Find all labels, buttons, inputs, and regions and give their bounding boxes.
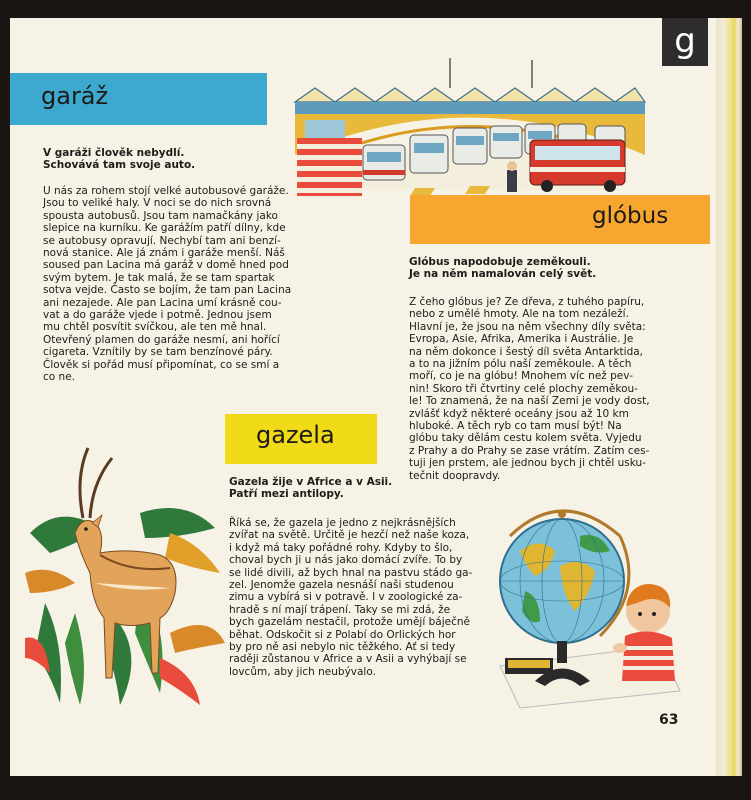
text-line: se autobusy opravují. Nechybí tam ani benzí- bbox=[43, 234, 281, 247]
text-line: Jsou to veliké haly. V noci se do nich srovná bbox=[43, 197, 272, 210]
text-line: sotva vejde. Často se bojím, že tam pan Lacina bbox=[43, 284, 292, 297]
text-line: svým bytem. Je tak malá, že se tam spartak bbox=[43, 271, 275, 284]
text-line: zvířat na světě. Určitě je hezčí než naše koza, bbox=[229, 529, 470, 542]
text-line: soused pan Lacina má garáž v domě hned pod bbox=[43, 259, 289, 272]
text-line: na něm dokonce i šestý díl světa Antarktida, bbox=[409, 345, 644, 358]
text-line: by pro ně asi nebylo nic těžkého. Ať si tedy bbox=[229, 641, 456, 654]
globus-heading: glóbus bbox=[592, 203, 669, 229]
text-line: tečnit doopravdy. bbox=[409, 469, 501, 482]
text-line: z Prahy a do Prahy se zase vrátím. Zatím ces- bbox=[409, 444, 650, 457]
text-line: slepice na kurníku. Ke garážím patří dílny, kde bbox=[43, 222, 286, 235]
text-line: hradě s ní mají trápení. Taky se mi zdá, že bbox=[229, 603, 451, 616]
text-line: moří, co je na glóbu! Mnohem víc než pev- bbox=[409, 370, 633, 383]
gazela-lead-line: Patří mezi antilopy. bbox=[229, 488, 344, 501]
text-line: cigareta. Vznítily by se tam benzínové páry. bbox=[43, 346, 273, 359]
text-line: tuji jen prstem, ale jednou bych ji chtěl usku- bbox=[409, 457, 646, 470]
garaz-heading: garáž bbox=[41, 82, 109, 110]
text-line: i když má taky pořádné rohy. Kdyby to šlo, bbox=[229, 541, 453, 554]
gazela-heading-banner bbox=[225, 414, 377, 464]
book-page bbox=[10, 18, 716, 776]
text-line: spousta autobusů. Jsou tam namačkány jako bbox=[43, 209, 278, 222]
text-line: nebo z umělé hmoty. Ale na tom nezáleží. bbox=[409, 308, 629, 321]
text-line: raději zůstanou v Africe a v Asii a vyhýbají se bbox=[229, 653, 467, 666]
book-page-edges bbox=[716, 18, 742, 776]
text-line: le! To znamená, že na naší Zemi je vody dost, bbox=[409, 395, 650, 408]
text-line: ani nezajede. Ale pan Lacina umí krásně cou- bbox=[43, 296, 282, 309]
page-number: 63 bbox=[659, 712, 679, 728]
text-line: U nás za rohem stojí velké autobusové garáže. bbox=[43, 185, 289, 197]
text-line: Otevřený plamen do garáže nesmí, ani hořící bbox=[43, 333, 280, 346]
text-line: lovcům, aby jich neubývalo. bbox=[229, 665, 376, 678]
garaz-lead bbox=[43, 147, 273, 172]
globus-lead-line: Je na něm namalován celý svět. bbox=[409, 268, 597, 281]
text-line: hluboké. A těch ryb co tam musí být! Na bbox=[409, 420, 622, 433]
text-line: nin! Skoro tři čtvrtiny celé plochy zeměkou- bbox=[409, 382, 638, 395]
text-line: glóbu taky dělám cestu kolem světa. Vyjedu bbox=[409, 432, 642, 445]
garaz-heading-banner bbox=[10, 73, 267, 125]
text-line: Evropa, Asie, Afrika, Amerika i Austrálie. Je bbox=[409, 333, 634, 346]
globe-and-child-illustration bbox=[480, 496, 685, 711]
gazela-lead bbox=[229, 476, 459, 501]
text-line: mu chtěl posvítit svíčkou, ale ten mě hnal. bbox=[43, 321, 267, 334]
gazela-lead-line: Gazela žije v Africe a v Asii. bbox=[229, 476, 393, 488]
globus-heading-banner bbox=[410, 195, 710, 244]
text-line: zvlášť když některé oceány jsou až 10 km bbox=[409, 407, 629, 420]
garaz-lead-line: Schovává tam svoje auto. bbox=[43, 159, 196, 172]
globus-body bbox=[409, 296, 674, 482]
text-line: bych gazelám nestačil, protože umějí báječně bbox=[229, 616, 470, 629]
text-line: se lidé divili, až bych hnal na pastvu stádo ga- bbox=[229, 566, 473, 579]
text-line: a to na jižním pólu naší zeměkoule. A těch bbox=[409, 358, 632, 371]
section-letter-tab: g bbox=[662, 18, 708, 66]
text-line: Člověk si pořád musí připomínat, co se smí a bbox=[43, 358, 280, 371]
text-line: choval bych ji u nás jako domácí zvíře. To by bbox=[229, 554, 463, 567]
text-line: zimu a vybírá si v potravě. I v zoologické za- bbox=[229, 591, 463, 604]
gazela-body bbox=[229, 517, 497, 678]
text-line: co ne. bbox=[43, 371, 75, 384]
gazelle-illustration bbox=[20, 443, 225, 713]
text-line: Hlavní je, že jsou na něm všechny díly světa: bbox=[409, 320, 646, 333]
bus-garage-illustration bbox=[275, 40, 650, 205]
globus-lead-line: Glóbus napodobuje zeměkouli. bbox=[409, 256, 591, 268]
text-line: nová stanice. Ale já znám i garáže menší. Náš bbox=[43, 247, 285, 260]
garaz-lead-line: V garáži člověk nebydlí. bbox=[43, 147, 185, 159]
text-line: Říká se, že gazela je jedno z nejkrásnějších bbox=[229, 517, 456, 529]
text-line: Z čeho glóbus je? Ze dřeva, z tuhého papíru, bbox=[409, 296, 645, 308]
text-line: zel. Jenomže gazela nesnáší naši studenou bbox=[229, 579, 454, 592]
garaz-body bbox=[43, 185, 295, 384]
text-line: vat a do garáže vjede i potmě. Jednou jsem bbox=[43, 309, 272, 322]
globus-lead bbox=[409, 256, 669, 281]
text-line: běhat. Odskočit si z Polabí do Orlických hor bbox=[229, 628, 456, 641]
gazela-heading: gazela bbox=[256, 421, 335, 449]
